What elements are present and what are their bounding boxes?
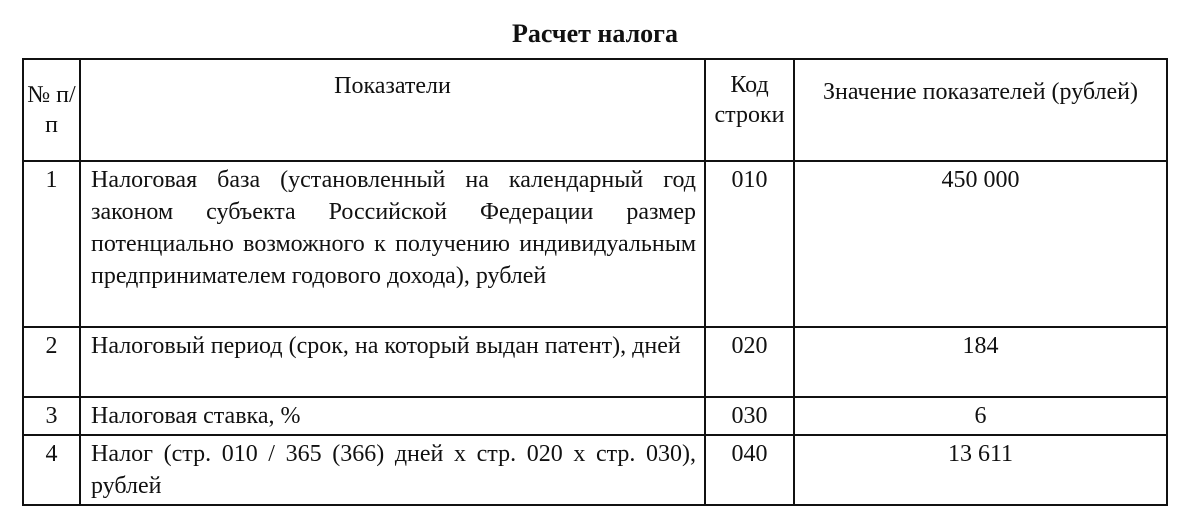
header-indicators: Показатели bbox=[80, 59, 705, 161]
table-row bbox=[23, 397, 1167, 435]
row-code: 030 bbox=[705, 397, 794, 435]
tax-calculation-table bbox=[22, 58, 1168, 506]
row-indicator: Налоговая база (установленный на календарный год законом субъекта Российской Федерации размер потенциально возможного к получению индивидуальным предпринимателем годового дохода), рублей bbox=[80, 161, 705, 327]
header-number: № п/п bbox=[23, 59, 80, 161]
table-row bbox=[23, 161, 1167, 327]
row-value: 6 bbox=[794, 397, 1167, 435]
row-number: 1 bbox=[23, 161, 80, 327]
row-code: 020 bbox=[705, 327, 794, 397]
row-value: 450 000 bbox=[794, 161, 1167, 327]
row-number: 2 bbox=[23, 327, 80, 397]
row-code: 040 bbox=[705, 435, 794, 505]
header-line-code: Код строки bbox=[705, 59, 794, 161]
header-value: Значение показателей (рублей) bbox=[794, 59, 1167, 161]
row-number: 3 bbox=[23, 397, 80, 435]
row-number: 4 bbox=[23, 435, 80, 505]
row-code: 010 bbox=[705, 161, 794, 327]
row-value: 184 bbox=[794, 327, 1167, 397]
table-header-row bbox=[23, 59, 1167, 161]
row-indicator: Налоговый период (срок, на который выдан патент), дней bbox=[80, 327, 705, 397]
table-row bbox=[23, 327, 1167, 397]
row-indicator: Налоговая ставка, % bbox=[80, 397, 705, 435]
row-indicator: Налог (стр. 010 / 365 (366) дней х стр. 020 х стр. 030), рублей bbox=[80, 435, 705, 505]
row-value: 13 611 bbox=[794, 435, 1167, 505]
document-title: Расчет налога bbox=[512, 19, 678, 48]
